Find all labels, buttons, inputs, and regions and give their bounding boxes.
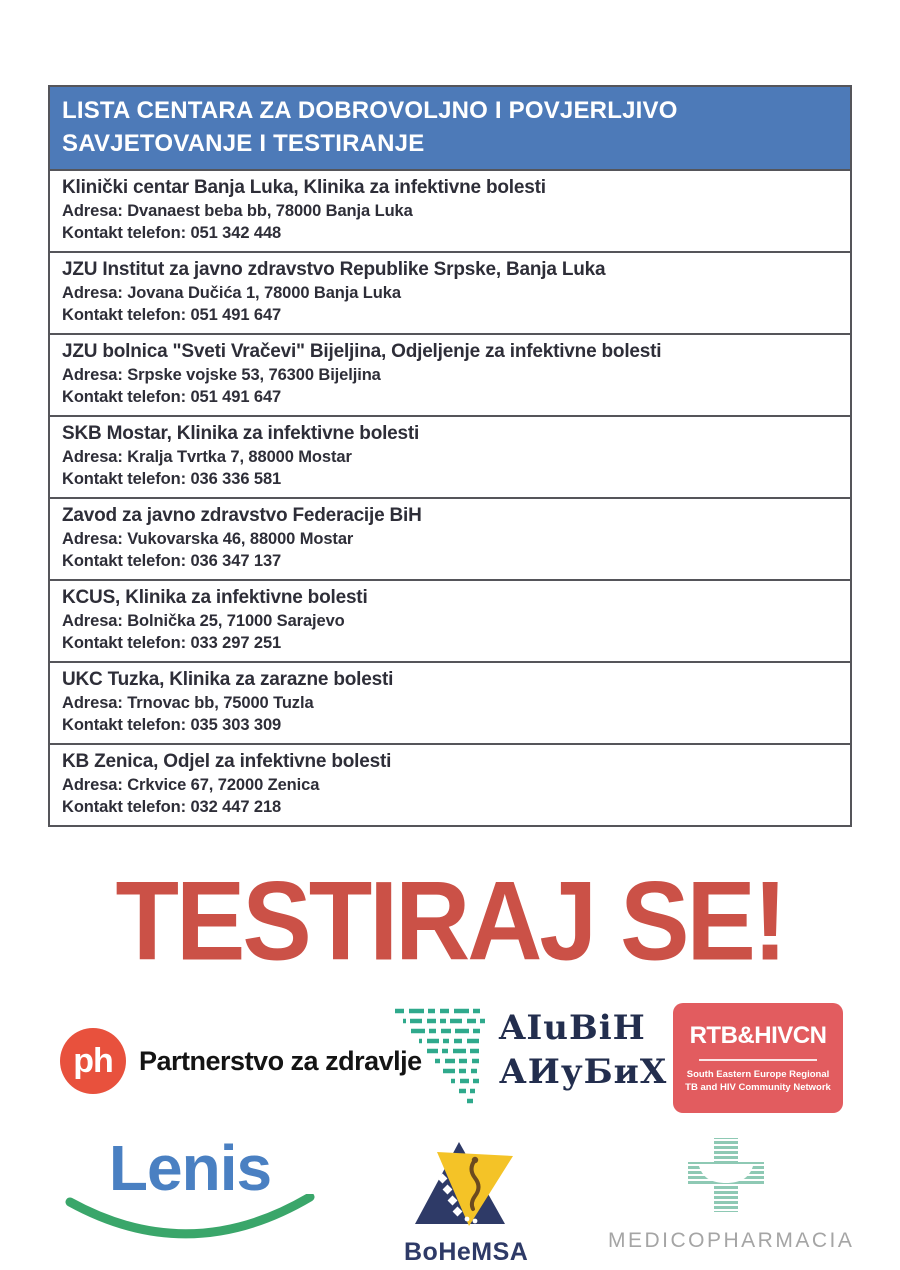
table-row [50,251,850,333]
center-phone: Kontakt telefon: 036 336 581 [62,470,282,488]
rtbhivcn-subtitle-line1: South Eastern Europe Regional [686,1069,830,1080]
medicopharmacia-wordmark: MEDICOPHARMACIA [608,1229,855,1252]
aiubih-wordmark [499,1006,667,1094]
bohemsa-logo [404,1134,529,1267]
bohemsa-triangle-icon [407,1134,519,1228]
rtbhivcn-logo [673,1003,843,1113]
center-address: Adresa: Trnovac bb, 75000 Tuzla [62,694,314,712]
center-name: Klinički centar Banja Luka, Klinika za infektivne bolesti [62,177,546,198]
ph-circle-icon: ph [60,1028,126,1094]
lenis-logo [60,1132,320,1250]
center-name: SKB Mostar, Klinika za infektivne bolesti [62,423,420,444]
centers-table [48,85,852,827]
table-title-line2: SAVJETOVANJE I TESTIRANJE [62,130,425,157]
table-row [50,579,850,661]
center-address: Adresa: Kralja Tvrtka 7, 88000 Mostar [62,448,352,466]
center-phone: Kontakt telefon: 032 447 218 [62,798,282,816]
medicopharmacia-logo [608,1136,855,1253]
table-row [50,661,850,743]
aiubih-latin: AIuBiH [499,1008,646,1048]
center-phone: Kontakt telefon: 033 297 251 [62,634,282,652]
table-row [50,333,850,415]
center-phone: Kontakt telefon: 051 491 647 [62,306,282,324]
partnerstvo-za-zdravlje-logo [60,1028,422,1094]
table-row [50,169,850,251]
rtbhivcn-title: RTB&HIVCN [689,1022,827,1049]
table-row [50,415,850,497]
center-phone: Kontakt telefon: 051 342 448 [62,224,282,242]
center-address: Adresa: Crkvice 67, 72000 Zenica [62,776,320,794]
cta-testiraj-se: TESTIRAJ SE! [115,859,785,985]
rtbhivcn-divider [699,1059,817,1061]
center-address: Adresa: Vukovarska 46, 88000 Mostar [62,530,354,548]
center-name: JZU Institut za javno zdravstvo Republike Srpske, Banja Luka [62,259,606,280]
aiubih-logo [393,1006,667,1110]
table-header [50,87,850,169]
center-address: Adresa: Bolnička 25, 71000 Sarajevo [62,612,345,630]
center-address: Adresa: Dvanaest beba bb, 78000 Banja Luka [62,202,413,220]
center-name: KCUS, Klinika za infektivne bolesti [62,587,368,608]
ph-label: Partnerstvo za zdravlje [139,1045,422,1076]
table-row [50,743,850,825]
center-phone: Kontakt telefon: 036 347 137 [62,552,282,570]
center-name: JZU bolnica "Sveti Vračevi" Bijeljina, Odjeljenje za infektivne bolesti [62,341,662,362]
table-title-line1: LISTA CENTARA ZA DOBROVOLJNO I POVJERLJIVO [62,97,678,124]
center-phone: Kontakt telefon: 051 491 647 [62,388,282,406]
center-name: UKC Tuzka, Klinika za zarazne bolesti [62,669,394,690]
center-name: KB Zenica, Odjel za infektivne bolesti [62,751,392,772]
center-name: Zavod za javno zdravstvo Federacije BiH [62,505,422,526]
bohemsa-wordmark: BoHeMSA [404,1238,529,1266]
rtbhivcn-subtitle-line2: TB and HIV Community Network [685,1082,831,1093]
center-phone: Kontakt telefon: 035 303 309 [62,716,282,734]
table-row [50,497,850,579]
aiubih-triangle-icon [393,1006,489,1110]
lenis-wordmark: Lenis [108,1132,272,1204]
aiubih-cyrillic: АИуБиХ [499,1052,668,1092]
center-address: Adresa: Srpske vojske 53, 76300 Bijeljina [62,366,381,384]
center-address: Adresa: Jovana Dučića 1, 78000 Banja Luka [62,284,401,302]
medicopharmacia-cross-icon [686,1136,766,1214]
